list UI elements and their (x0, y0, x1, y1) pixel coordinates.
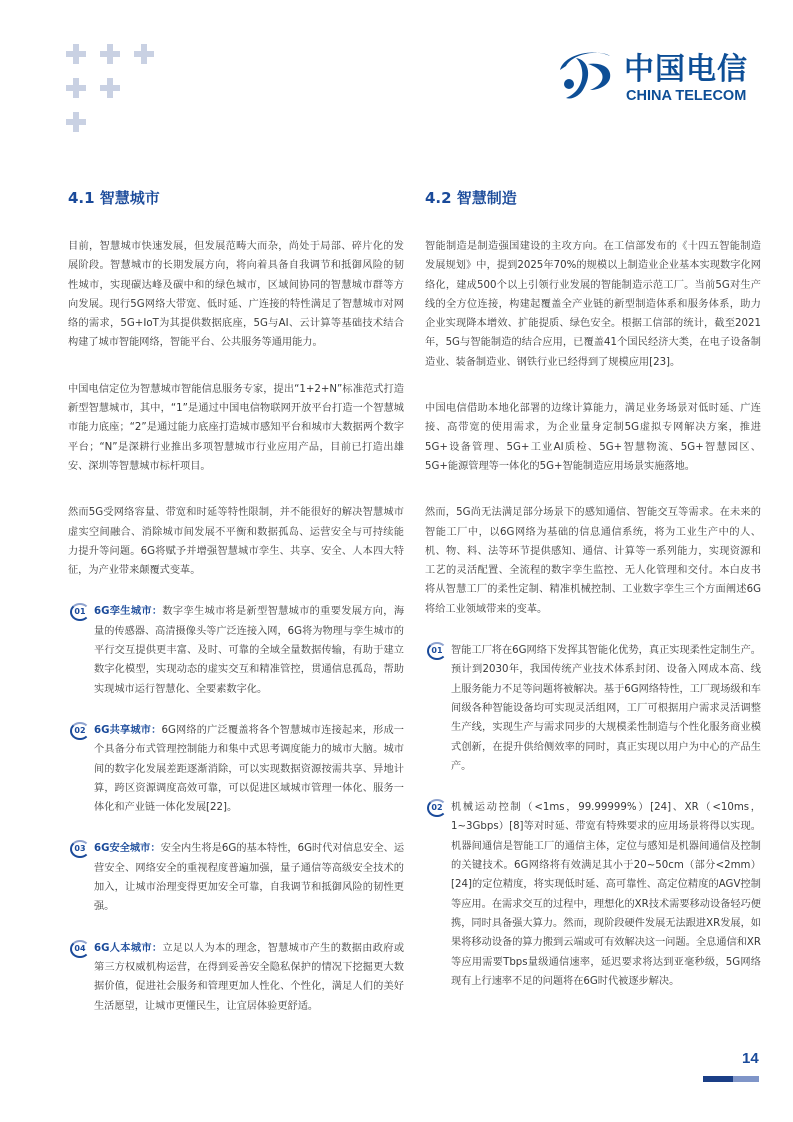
item-text: 立足以人为本的理念，智慧城市产生的数据由政府或第三方权威机构运营，在得到妥善安全隐私保护的情况下挖掘更大数据价值，促进社会服务和管理更加人性化、个性化，满足人们的美好生活愿望，让城市更懂民生，让宜居体验更舒适。 (94, 942, 405, 1012)
number-badge: 03 (70, 840, 90, 858)
plus-pattern-icon (66, 78, 86, 98)
list-item (68, 721, 404, 817)
number-badge: 02 (427, 799, 447, 817)
number-badge: 01 (70, 603, 90, 621)
item-text: 智能工厂将在6G网络下发挥其智能化优势，真正实现柔性定制生产。预计到2030年，我国传统产业技术体系封闭、设备入网成本高、线上服务能力不足等问题将被解决。基于6G网络特性，工厂现场级和车间级各种智能设备均可实现灵活组网，工厂可根据用户需求灵活调整生产线，实现生产与需求同步的大规模柔性制造与个性化服务商业模式创新，在提升供给侧效率的同时，真正实现以用户为中心的产品生产。 (451, 645, 761, 772)
china-telecom-logo-icon (554, 44, 616, 104)
item-text: 数字孪生城市将是新型智慧城市的重要发展方向，海量的传感器、高清摄像头等广泛连接入网，6G将为物理与孪生城市的平行交互提供更丰富、及时、可靠的全域全量数据传输，有助于建立数字化模型，实现动态的虚实交互和精准管控，贯通信息孤岛，帮助实现城市运行智慧化、全要素数字化。 (94, 606, 405, 695)
item-title: 6G人本城市： (94, 942, 163, 954)
list-item (425, 641, 761, 776)
paragraph: 然而5G受网络容量、带宽和时延等特性限制，并不能很好的解决智慧城市虚实空间融合、消除城市间发展不平衡和数据孤岛、运营安全与可持续能力提升等问题。6G将赋予并增强智慧城市孪生、共享、安全、人本四大特征，为产业带来颠覆式变革。 (68, 507, 404, 577)
paragraph: 然而，5G尚无法满足部分场景下的感知通信、智能交互等需求。在未来的智能工厂中，以6G网络为基础的信息通信系统，将为工业生产中的人、机、物、料、法等环节提供感知、通信、计算等一系列能力，实现资源和工艺的灵活配置、全流程的数字孪生监控、无人化管理和交付。本白皮书将从智慧工厂的柔性定制、精准机械控制、工业数字孪生三个方面阐述6G将给工业领域带来的变革。 (425, 507, 761, 615)
left-column (68, 187, 404, 1016)
logo-english-text: CHINA TELECOM (626, 88, 747, 104)
paragraph: 智能制造是制造强国建设的主攻方向。在工信部发布的《十四五智能制造发展规划》中，提到2025年70%的规模以上制造业企业基本实现数字化网络化，建成500个以上引领行业发展的智能制造示范工厂。当前5G对生产线的全方位连接，构建起覆盖全产业链的新型制造体系和服务体系，助力企业实现降本增效、扩能提质、绿色安全。根据工信部的统计，截至2021年，5G与智能制造的结合应用，已覆盖41个国民经济大类，在电子设备制造业、装备制造业、钢铁行业已经得到了规模应用[23]。 (425, 241, 761, 368)
item-title: 6G共享城市： (94, 724, 162, 736)
list-item (425, 798, 761, 991)
item-text: 6G网络的广泛覆盖将各个智慧城市连接起来，形成一个具备分布式管理控制能力和集中式思考调度能力的城市大脑。城市间的数字化发展差距逐渐消除，可以实现数据资源按需共享、异地计算，跨区资源调度高效可靠，可以促进区域城市管理一体化、服务一体化和产业链一体化发展[22]。 (94, 724, 404, 814)
china-telecom-logo (554, 44, 760, 106)
right-column (425, 187, 761, 991)
plus-pattern-icon (66, 44, 86, 64)
number-badge: 01 (427, 642, 447, 660)
plus-pattern-icon (100, 78, 120, 98)
list-item (68, 602, 404, 698)
paragraph: 中国电信定位为智慧城市智能信息服务专家，提出“1+2+N”标准范式打造新型智慧城市，其中，“1”是通过中国电信物联网开放平台打造一个智慧城市能力底座；“2”是通过能力底座打造城市感知平台和城市大数据两个数字平台；“N”是深耕行业推出多项智慧城市行业应用产品，目前已打造出雄安、深圳等智慧城市标杆项目。 (68, 383, 404, 472)
item-title: 6G孪生城市： (94, 606, 163, 618)
paragraph: 目前，智慧城市快速发展，但发展范畴大而杂，尚处于局部、碎片化的发展阶段。智慧城市的长期发展方向，将向着具备自我调节和抵御风险的韧性城市，实现碳达峰及碳中和的绿色城市，区域间协同的智慧城市群等方向发展。现行5G网络大带宽、低时延、广连接的特性满足了智慧城市对网络的需求，5G+IoT为其提供数据底座，5G与AI、云计算等基础技术结合构建了城市智能网络，智能平台、公共服务等通用能力。 (68, 241, 404, 349)
logo-chinese-text: 中国电信 (624, 52, 748, 87)
plus-pattern-icon (134, 44, 154, 64)
footer-accent-bar (703, 1076, 733, 1082)
page-number: 14 (742, 1050, 759, 1067)
number-badge: 02 (70, 722, 90, 740)
plus-pattern-icon (66, 112, 86, 132)
list-item (68, 939, 404, 1016)
section-title-smart-city: 4.1 智慧城市 (68, 189, 160, 207)
section-title-smart-manufacturing: 4.2 智慧制造 (425, 189, 517, 207)
number-badge: 04 (70, 940, 90, 958)
footer-accent-bar (733, 1076, 759, 1082)
plus-pattern-decoration (66, 44, 156, 136)
plus-pattern-icon (100, 44, 120, 64)
item-text: 安全内生将是6G的基本特性，6G时代对信息安全、运营安全、网络安全的重视程度普遍加强，量子通信等高级安全技术的加入，让城市治理变得更加安全可靠，自我调节和抵御风险的韧性更强。 (94, 843, 405, 913)
item-title: 6G安全城市： (94, 843, 161, 855)
item-text: 机械运动控制（<1ms，99.99999%）[24]、XR（<10ms，1~3Gbps）[8]等对时延、带宽有特殊要求的应用场景将得以实现。机器间通信是智能工厂的通信主体，定位与感知是机器间通信及控制的关键技术。6G网络将有效满足其小于20~50cm（部分<2mm）[24]的定位精度，将实现低时延、高可靠性、高定位精度的AGV控制等应用。在需求交互的过程中，理想化的XR技术需要移动设备轻巧便携，同时具备强大算力。然而，现阶段硬件发展无法跟进XR发展，如果将移动设备的算力搬到云端或可有效解决这一问题。全息通信和XR等应用需要Tbps量级通信速率，延迟要求将达到亚毫秒级，5G网络现有上行速率不足的问题将在6G时代被逐步解决。 (451, 802, 761, 987)
paragraph: 中国电信借助本地化部署的边缘计算能力，满足业务场景对低时延、广连接、高带宽的使用需求，为企业量身定制5G虚拟专网解决方案，推进5G+设备管理、5G+工业AI质检、5G+智慧物流、5G+智慧园区、5G+能源管理等一体化的5G+智能制造应用场景实施落地。 (425, 403, 761, 472)
list-item (68, 839, 404, 916)
